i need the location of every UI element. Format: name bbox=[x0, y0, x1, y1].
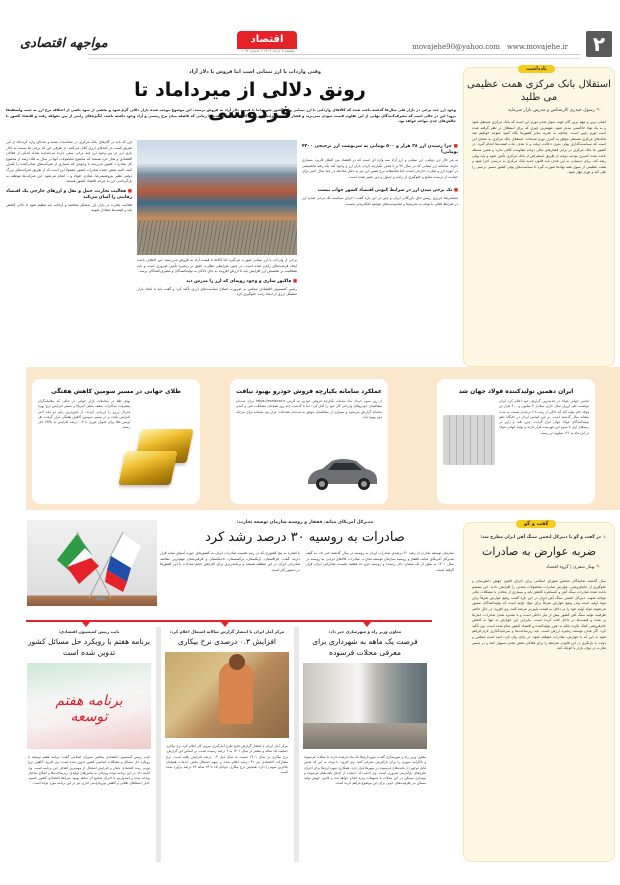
pen-icon: ✎ bbox=[594, 108, 600, 113]
interview-title[interactable]: ضربه عوارض به صادرات bbox=[481, 545, 597, 558]
subheading: ■ چرا رسیدن ارز ۲۸ هزار و ۵۰۰ تومانی به سرنوشت ارز ترجیحی ۴۲۰۰ تومانی؟ bbox=[302, 144, 458, 155]
story-text: مرکز آمار ایران با انتشار گزارش نتایج طرح آمارگیری نیروی کار اعلام کرد نرخ بیکاری جمعیت ۱۵ ساله و بیشتر در سال ۱۴۰۱ به ۹ درصد رسیده است. بر اساس این گزارش، نرخ بیکاری در سال ۱۴۰۱ نسبت به سال قبل ۰.۳ درصد افزایش یافته است. نرخ مشارکت اقتصادی نیز ۴۱ درصد اعلام شده و سهم اشتغال بخش خدمات همچنان بالاترین سهم را دارد. همچنین نرخ بیکاری جوانان ۱۵ تا ۲۴ ساله ۲۳ درصد برآورد شده است. bbox=[166, 744, 289, 775]
arrow-icon: ➘ bbox=[600, 535, 606, 540]
gold-bars-image bbox=[118, 451, 177, 485]
issue-date: یکشنبه ۷ خرداد ۱۴۰۲ • شماره ۱۰۹۳ bbox=[241, 49, 295, 53]
card-text: انجمن جهانی فولاد در جدیدترین گزارش خود اعلام کرد ایران توانست طی آوریل سال جاری میلادی ۳ میلیون و ۶۰۰ هزار تن فولاد خام تولید کند که حاکی از رشد ۲.۸ درصدی نسبت به مدت مشابه سال گذشته است. بر این اساس ایران در جایگاه دهم تولیدکنندگان فولاد جهان قرار گرفت. چین، هند و ژاپن در رتبه‌های اول تا سوم این فهرست قرار دارند و تولید جهانی فولاد در این ماه به ۱۶۱ میلیون تن رسید. bbox=[499, 399, 589, 435]
lead-intro: وجود ارز چند نرخی در بازار طی سال‌ها گذشته باعث شده که کالاهای وارداتی با ارز نیمایی وارد کشور شوند اما با قیمت دلار آزاد به فروش برسند. این موضوع موجب شده بازار دلالی گرم شود و بخشی از سود ناشی از اختلاف نرخ ارز به جیب واسطه‌ها برود؛ این در حالی است که مصرف‌کنندگان نهایی از این تفاوت قیمت سودی نمی‌برند و فشار تورمی افزایش می‌یابد. کارشناسان معتقدند تا زمانی که فاصله میان نرخ رسمی و آزاد وجود داشته باشد، انگیزه‌های رانتی از بین نخواهد رفت و اقتصاد کشور با چالش‌های جدی مواجه خواهد بود. bbox=[6, 108, 456, 124]
story-seventh-plan[interactable] bbox=[26, 627, 152, 867]
story-title[interactable]: فرصت یک ماهه به شهرداری برای معرفی محلات فرسوده bbox=[312, 637, 418, 657]
card-title: طلای جهانی در مسیر سومین کاهش هفتگی bbox=[51, 388, 181, 395]
card-title: ایران دهمین تولیدکننده فولاد جهان شد bbox=[458, 388, 574, 395]
russia-column-left: با اشاره به پنج کشوری که در رتبه نخست صادرات ایران به کشورهای حوزه آسیای میانه قرار دارند، گفت: قزاقستان، ازبکستان، ترکمنستان، تاجیکستان و قرقیزستان مهم‌ترین مقاصد صادراتی ایران در این منطقه هستند و برنامه‌ریزی برای افزایش حجم مبادلات با این کشورها در دستور کار است. bbox=[160, 551, 300, 572]
card-text: بهای طلا در معاملات بازار جهانی در حالی که معامله‌گران پیشرفت مذاکرات سقف بدهی آمریکا و مسیر افزایش نرخ بهره فدرال رزرو را ارزیابی کردند، از پایین‌ترین رقم دو ماه اخیر افزایش یافت و در مسیر سومین کاهش هفتگی قرار گرفت. هر اونس طلا برای تحویل فوری با ۰.۳ درصد افزایش به ۱۹۴۸ دلار رسید. bbox=[38, 399, 130, 430]
header-rule bbox=[88, 54, 580, 55]
website-link[interactable]: www.movajehe.ir bbox=[506, 43, 568, 51]
card-text: از روز سوم خرداد ماه سامانه یکپارچه فروش خودرو به آدرس https://esalecar.ir برای ثبت‌نام متقاضیان خودروهای وارداتی کار خود را آغاز کرد؛ اما با گذشت چند روز همچنان مشکلات فنی و کندی سامانه گزارش می‌شود و بسیاری از متقاضیان موفق به ثبت‌نام نشده‌اند. قرار بود سامانه برای مرحله دوم بهبود یابد. bbox=[236, 399, 382, 419]
interview-body: سال گذشته نمایندگان مجلس شورای اسلامی برای اجرای قانون جهش دانش‌بنیان و جلوگیری از خام‌فروشی، عوارض صادرات محصولات معدنی را افزایش دادند. این تصمیم باعث شده صادرات سنگ آهن و کنسانتره کاهش یابد و بسیاری از معادن با مشکلات مالی مواجه شوند. دبیرکل انجمن سنگ آهن ایران در این باره گفت: وضع عوارض صرفاً برای مواد اولیه است ولی وضع عوارض صرفاً برای مواد اولیه است که تولیدکنندگان مجبور می‌شوند مواد اولیه خود را در داخل به قیمت پایین‌تر عرضه کنند. وی افزود: در حال حاضر ظرفیت تولید سنگ آهن کشور بیش از نیاز داخلی است و با محدود شدن صادرات، انبارها پر شده و قیمت‌ها در داخل افت کرده است. بنابراین این عوارض نه تنها به کاهش خام‌فروشی کمک نکرده بلکه به ضرر تولیدکننده و اقتصاد کشور تمام شده است. وی تأکید کرد: اگر هدف توسعه زنجیره ارزش است، باید زیرساخت‌ها و سرمایه‌گذاری لازم فراهم شود نه این که با عوارض، صادرات متوقف شود. در پایان بیان کرد: امید است مجلس و دولت با بازنگری در این قانون، شرایط را برای فعالان بخش معدن تسهیل کنند و در مسیر تجارت در توان بازار با کوچک کند. bbox=[472, 579, 606, 651]
plan-calligraphy: برنامه هفتم توسعه bbox=[55, 693, 123, 725]
lead-kicker: وقتی واردات با ارز نیمایی است اما فروش با دلار آزاد bbox=[189, 69, 321, 75]
story-unemployment[interactable] bbox=[164, 627, 290, 867]
news-card-gold[interactable] bbox=[32, 379, 200, 504]
worker-image bbox=[165, 652, 289, 738]
old-alley-image bbox=[303, 663, 427, 749]
section-label: اقتصاد bbox=[237, 31, 297, 49]
news-card-steel[interactable] bbox=[437, 379, 595, 504]
lead-column-middle bbox=[137, 258, 297, 298]
interview-kicker: ➘ در گفت و گو با دبیرکل انجمن سنگ آهن ایران مطرح شد: bbox=[480, 535, 606, 540]
russia-kicker: مدیرکل آمریکای میانه، قفقاز و روسیه سازمان توسعه تجارت: bbox=[236, 520, 374, 525]
column-text: محمدرضا حریری رییس اتاق بازرگانی ایران و چین در این باره گفت: اجرای سیاست تک نرخی شدن ارز در شرایط فعلی با توجه به تحریم‌ها و محدودیت‌های موجود امکان‌پذیر نیست. bbox=[302, 196, 458, 206]
brand-logo: مواجهه اقتصادی bbox=[20, 36, 108, 51]
story-title[interactable]: برنامه هفتم با رویکرد حل مسائل کشور تدوین شده است bbox=[27, 637, 151, 657]
russia-column-right: سازمان توسعه تجارت از رشد ۳۰ درصدی صادرات ایران به روسیه در سال گذشته خبر داد. به گفته مدیرکل آمریکای میانه، قفقاز و روسیه سازمان توسعه تجارت، صادرات کالاهای ایرانی به روسیه در سال ۱۴۰۱ به بیش از یک میلیارد دلار رسیده و روسیه جزو ده مقصد نخست صادراتی ایران قرار گرفته است. bbox=[306, 551, 454, 572]
russia-headline[interactable]: صادرات به روسیه ۳۰ درصد رشد کرد bbox=[205, 530, 405, 545]
interview-author: ✎ بهناز صفری | گروه اقتصاد bbox=[546, 565, 600, 570]
subheading: ■ تک نرخی شدن ارز در شرایط کنونی اقتصاد کشور جواب نیست bbox=[317, 188, 458, 194]
lead-column-right bbox=[302, 140, 458, 208]
column-divider bbox=[294, 627, 299, 862]
story-title[interactable]: افزایش ۰.۳ درصدی نرخ بیکاری bbox=[177, 637, 277, 646]
header-rule bbox=[88, 58, 580, 59]
steel-bars-image bbox=[443, 415, 495, 465]
card-title: عملکرد سامانه یکپارچه فروش خودرو بهبود نیافت bbox=[235, 388, 383, 395]
lead-column-left bbox=[6, 140, 132, 214]
column-text: برخی از واردات با ارز نیمایی صورت می‌گیرد اما کالاها با قیمت آزاد به فروش می‌رسند. این اختلاف باعث ایجاد فرصت‌های رانتی شده است. در چنین شرایطی نظارت دقیق بر زنجیره تأمین ضروری است و باید شفافیت در تخصیص ارز افزایش یابد تا ارزش افزوده به جای دلالان به تولیدکنندگان و مصرف‌کنندگان برسد. bbox=[137, 258, 297, 274]
sedan-car-image bbox=[304, 453, 380, 493]
story-kicker: معاون وزیر راه و شهرسازی خبر داد: bbox=[328, 629, 402, 634]
column-text: فعالیت تجارت در بازار ارز به‌شکل هدفمند و آزادانه باید تنظیم شود تا دلالی کاهش یابد و قیمت‌ها متعادل شوند. bbox=[6, 202, 132, 213]
subheading: ■ فاکتور سازی و وجود رویه‌ای که ارز را مدرس دید bbox=[186, 278, 297, 284]
flags-icon bbox=[27, 520, 157, 606]
opinion-badge: یادداشت bbox=[518, 65, 555, 73]
opinion-title[interactable]: استقلال بانک مرکزی همت عظیمی می طلبد bbox=[467, 79, 611, 103]
column-divider bbox=[156, 627, 161, 862]
masthead bbox=[0, 28, 620, 60]
interview-badge: گفت و گو bbox=[516, 520, 556, 528]
pen-icon: ✎ bbox=[594, 565, 600, 570]
column-text: به هر حال ارز دولتی، ارز نیمایی و ارز آزاد سه واژه ای است که در اقتصاد بین الملل کاربرد بسیاری دارند. سامانه ارز نیمایی که در سال ۹۷ و با هدف یکپارچه کردن بازار ارز و وجود آمد یک رشد تخصیصی در حوزه ارز و تجارت خارجی است. اما متأسفانه نرخ همین ارز نیز به دلیل مداخله در چند سال اخیر برای حمایت از درست منابع و جلوگیری از رانت و چپاول و دور تغییر شده است. bbox=[302, 158, 458, 179]
page-number: ۲ bbox=[586, 31, 612, 57]
story-old-neighborhoods[interactable] bbox=[302, 627, 428, 867]
development-plan-image bbox=[27, 663, 151, 749]
interview-box bbox=[463, 522, 615, 862]
story-text: نایب رییس کمیسیون اقتصادی مجلس شورای اسلامی گفت: برنامه هفتم توسعه با رویکرد حل مسائل و مشکلات اساسی کشور تدوین شده است. وی افزود: کاهش نرخ تورم، رشد اقتصادی پایدار و افزایش اشتغال از مهم‌ترین اهداف این برنامه است. وی ادامه داد: در این برنامه توجه ویژه‌ای به بخش‌های تولیدی، زیرساخت‌ها و اصلاح ساختار بودجه شده و امیدواریم با اجرای صحیح آن شاهد بهبود شرایط اقتصادی کشور باشیم. حذف امضاهای طلایی و کاهش بوروکراسی اداری نیز در این برنامه مورد توجه است. bbox=[28, 755, 150, 786]
news-card-car[interactable] bbox=[230, 379, 388, 504]
email-link[interactable]: movajehe90@yahoo.com bbox=[412, 43, 500, 51]
opinion-author: ✎ رسول حیدری کارشناس و مدرس بازار سرمایه bbox=[508, 108, 600, 113]
iran-russia-flags-image bbox=[27, 520, 157, 606]
story-kicker: نایب رییس کمیسیون اقتصادی: bbox=[58, 629, 120, 634]
column-text: رئیس کمیسیون اقتصادی مجلس بر ضرورت اصلاح سیاست‌های ارزی تأکید کرد و گفت باید با ایجاد بازار متشکل ارزی از ایجاد رانت جلوگیری کرد. bbox=[137, 286, 297, 297]
story-kicker: مرکز آمار ایران با انتشار گزارش سالانه اشتغال اعلام کرد: bbox=[169, 629, 285, 634]
opinion-body: اصلی ترین و مهم ترین گام جهت سوار شدن تورم این است که بانک مرکزی مستقل شود و به یک نهاد حاکمیتی تبدیل شود. مهمترین چیزی که برای استقلال در نظر گرفته شده است تورم پایین است. چنانچه به تجربه سایر کشورها نگاه کنیم، متوجه خواهیم شد بانک‌های مرکزی مستقل موفق به کنترل تورم شده‌اند. استقلال بانک مرکزی به معنای این است که سیاست‌گذاری پولی بدون دخالت دولت و با هدف ثبات قیمت‌ها انجام گیرد. در کشور ما بانک مرکزی در برابر فشارهای مالی دولت مقاومت کافی ندارد و همین مسئله باعث شده کسری بودجه دولت از طریق استقراض از بانک مرکزی تأمین شود و پایه پولی رشد کند. برای دستیابی به این هدف باید قانون جدید بانک مرکزی به درستی اجرا شود و همت عظیمی از سوی همه نهادها صورت گیرد تا سیاست‌های پولی کشور مسیر درستی را طی کند و تورم مهار شود. bbox=[472, 120, 606, 175]
opinion-box bbox=[463, 67, 615, 367]
story-text: معاون وزیر راه و شهرسازی گفت: شهرداری‌ها یک ماه فرصت دارند تا محلات فرسوده و ناکارآمد شهری را برای بازآفرینی معرفی کنند. وی افزود: با توجه به این که بخش قابل توجهی از بافت‌های فرسوده در شهرها قرار دارد، همکاری شهرداری‌ها برای اجرای طرح‌های بازآفرینی ضروری است. وی ادامه داد: حمایت از احیای بافت‌های فرسوده و نوسازی مسکن در این محلات با تسهیلات ویژه انجام خواهد شد و قانون جهش تولید مسکن نیز ظرفیت‌های خوبی برای این موضوع فراهم کرده است. bbox=[304, 755, 426, 786]
subheading: ■ فعالیت تجارت، حمل و نقل و ارزهای خارجی یک اقتصاد رقابتی را آسان می‌کند bbox=[6, 188, 132, 200]
lead-headline[interactable]: رونق دلالی از میرداماد تا فردوسی bbox=[134, 79, 366, 123]
port-containers-photo bbox=[137, 140, 297, 255]
column-text: این که باید در گام‌های بانک مرکزی در محاسبات شده و عده‌ای وارد کرده‌اند از این طریق کسب در آمدهای ارزی کلان می‌کنند. از طرفی این که برخی ها نسبت به دلال بازی ارز در بین وجود ارز چند نرخی سعی دارند می‌اندازند تعداد اندکی از فعالان اقتصادی و تجار خرد هستند که مجموع محصولات آنها در سال به ۵۵ درصد از مجموع کل صادرات کشور می‌رسد با وجودی که بسیاری از شرکت‌های صادرکننده را کنترل کنند. البته بخش عمده صادرات کشور معمولاً این است که از طریق شرکت‌های بزرگ دولتی نظیر پتروشیمی‌ها، معادن، فولاد و... انجام می‌شود. این شرکت‌ها موظف به بازگرداندن ارز به چرخه اقتصاد کشور هستند. bbox=[6, 140, 132, 184]
